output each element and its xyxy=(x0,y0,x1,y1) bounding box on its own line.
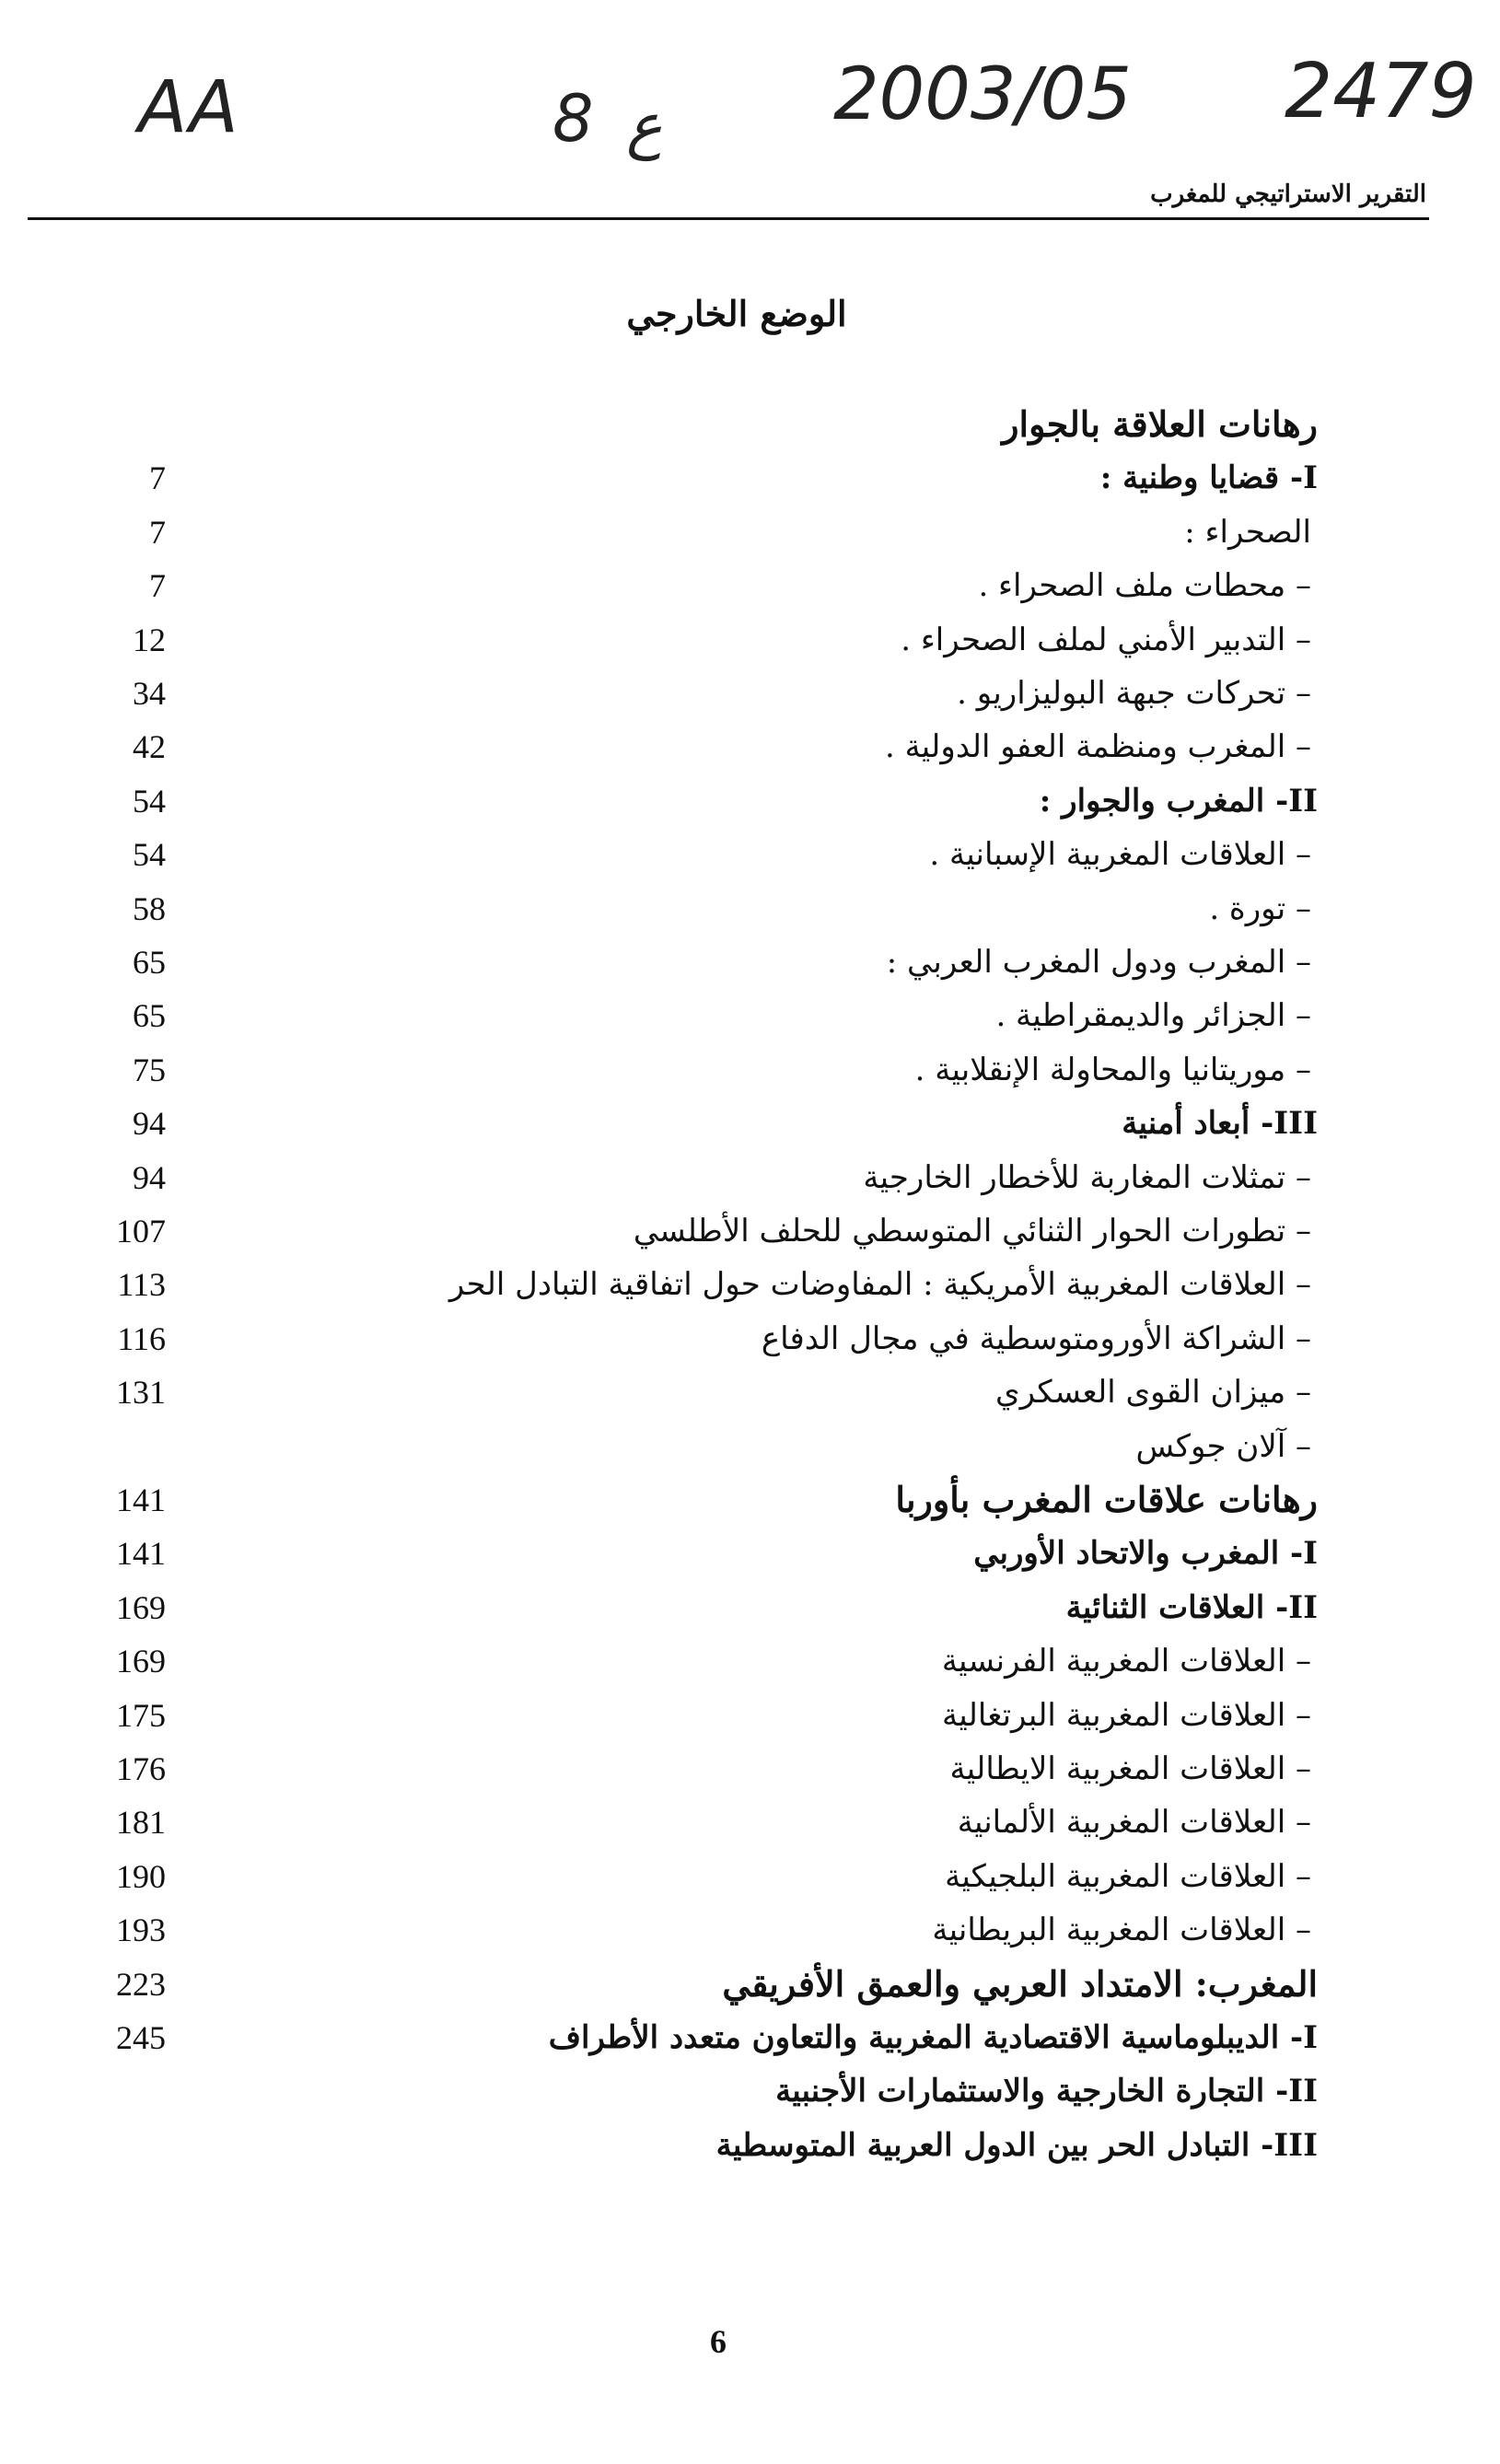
toc-entry xyxy=(0,1581,1500,1634)
toc-entry-page: 169 xyxy=(116,1588,166,1626)
toc-entry xyxy=(0,1742,1500,1796)
handwritten-note-left: AA xyxy=(138,66,240,149)
toc-entry-page: 65 xyxy=(133,997,166,1035)
toc-entry-title: – العلاقات المغربية الألمانية xyxy=(957,1804,1311,1842)
page-number: 6 xyxy=(710,2323,727,2360)
toc-entry-page: 54 xyxy=(133,782,166,819)
toc-entry xyxy=(0,989,1500,1042)
toc-entry xyxy=(0,1527,1500,1580)
toc-entry xyxy=(0,2119,1500,2172)
toc-entry xyxy=(0,1043,1500,1097)
toc-entry-title: – التدبير الأمني لملف الصحراء . xyxy=(901,621,1311,658)
toc-entry-title: – ميزان القوى العسكري xyxy=(995,1374,1311,1412)
toc-entry-title: – موريتانيا والمحاولة الإنقلابية . xyxy=(914,1051,1311,1088)
toc-entry-page: 34 xyxy=(133,675,166,712)
toc-entry-title: رهانات العلاقة بالجوار xyxy=(1002,403,1318,445)
toc-entry-title: – تمثلات المغاربة للأخطار الخارجية xyxy=(863,1158,1311,1196)
toc-entry-title: – العلاقات المغربية البريطانية xyxy=(932,1912,1311,1949)
toc-entry-page: 75 xyxy=(133,1051,166,1088)
toc-entry xyxy=(0,774,1500,828)
toc-entry xyxy=(0,720,1500,773)
toc-entry xyxy=(0,1850,1500,1903)
toc-entry xyxy=(0,1958,1500,2011)
toc-entry xyxy=(0,559,1500,612)
toc-entry-page: 7 xyxy=(149,567,166,605)
toc-entry-title: – العلاقات المغربية البلجيكية xyxy=(945,1857,1311,1895)
toc-entry xyxy=(0,667,1500,720)
toc-entry-title: – المغرب ودول المغرب العربي : xyxy=(886,944,1311,981)
toc-entry-page: 141 xyxy=(116,1535,166,1573)
toc-entry-page: 193 xyxy=(116,1912,166,1949)
toc-entry-title: I- الديبلوماسية الاقتصادية المغربية والتعاون متعدد الأطراف xyxy=(548,2019,1318,2056)
toc-entry-page: 181 xyxy=(116,1804,166,1842)
toc-entry-page: 176 xyxy=(116,1750,166,1787)
toc-entry-title: رهانات علاقات المغرب بأوربا xyxy=(895,1479,1318,1520)
toc-entry-title: – العلاقات المغربية الفرنسية xyxy=(941,1643,1311,1680)
toc-entry xyxy=(0,451,1500,505)
toc-entry xyxy=(0,506,1500,559)
toc-entry xyxy=(0,1634,1500,1688)
toc-entry-page: 7 xyxy=(149,459,166,497)
toc-entry-title: II- العلاقات الثنائية xyxy=(1065,1588,1318,1626)
toc-entry-title: – العلاقات المغربية الأمريكية : المفاوضات حول اتفاقية التبادل الحر xyxy=(448,1266,1311,1304)
handwritten-note-mid2: ع xyxy=(626,90,663,161)
toc-entry-page: 54 xyxy=(133,836,166,874)
toc-entry-title: – العلاقات المغربية البرتغالية xyxy=(941,1696,1311,1734)
toc-entry-title: – تحركات جبهة البوليزاريو . xyxy=(957,675,1311,712)
toc-entry-page: 116 xyxy=(117,1319,166,1357)
toc-entry xyxy=(0,1312,1500,1366)
toc-entry-page: 245 xyxy=(116,2019,166,2056)
toc-entry xyxy=(0,1903,1500,1957)
toc-entry-title: – الشراكة الأورومتوسطية في مجال الدفاع xyxy=(761,1319,1311,1357)
toc-entry xyxy=(0,882,1500,936)
toc-entry-title: – محطات ملف الصحراء . xyxy=(978,567,1311,605)
toc-entry-title: I- المغرب والاتحاد الأوربي xyxy=(973,1535,1318,1573)
toc-entry-page: 58 xyxy=(133,889,166,927)
toc-entry xyxy=(0,1796,1500,1849)
toc-entry-page: 169 xyxy=(116,1643,166,1680)
toc-entry-page: 223 xyxy=(116,1965,166,2003)
toc-entry-page: 190 xyxy=(116,1857,166,1895)
toc-entry xyxy=(0,828,1500,881)
handwritten-date: 2003/05 xyxy=(833,53,1133,136)
toc-entry xyxy=(0,398,1500,451)
toc-entry-title: الصحراء : xyxy=(1184,513,1311,551)
toc-entry xyxy=(0,1204,1500,1258)
toc-entry-title: II- التجارة الخارجية والاستثمارات الأجنبية xyxy=(775,2073,1318,2110)
toc-entry-title: – تطورات الحوار الثنائي المتوسطي للحلف الأطلسي xyxy=(633,1213,1311,1249)
toc-entry xyxy=(0,936,1500,989)
toc-entry-page: 7 xyxy=(149,513,166,551)
header-rule xyxy=(28,217,1429,220)
toc-entry-title: – العلاقات المغربية الإسبانية . xyxy=(929,836,1311,874)
toc-entry-page: 141 xyxy=(116,1482,166,1518)
toc-entry-title: III- أبعاد أمنية xyxy=(1122,1105,1318,1143)
toc-entry-title: III- التبادل الحر بين الدول العربية المتوسطية xyxy=(715,2126,1318,2164)
toc-entry xyxy=(0,1473,1500,1527)
toc-entry-page: 12 xyxy=(133,621,166,658)
toc-entry-page: 94 xyxy=(133,1158,166,1196)
running-header: التقرير الاستراتيجي للمغرب xyxy=(1150,180,1426,208)
toc-entry-title: – المغرب ومنظمة العفو الدولية . xyxy=(884,728,1311,766)
toc-entry-page: 107 xyxy=(116,1213,166,1249)
handwritten-note-right: 2479 xyxy=(1285,48,1477,135)
toc-entry-title: المغرب: الامتداد العربي والعمق الأفريقي xyxy=(722,1962,1318,2005)
toc-entry-title: – الجزائر والديمقراطية . xyxy=(995,997,1311,1035)
toc-entry-page: 131 xyxy=(116,1374,166,1412)
toc-entry xyxy=(0,1097,1500,1150)
toc-entry xyxy=(0,2064,1500,2118)
toc-entry-page: 65 xyxy=(133,944,166,981)
toc-entry-page: 113 xyxy=(117,1266,166,1304)
toc-entry-page: 175 xyxy=(116,1696,166,1734)
toc-entry-page: 94 xyxy=(133,1105,166,1143)
toc-entry xyxy=(0,1689,1500,1742)
toc-entry xyxy=(0,1151,1500,1204)
toc-entry-title: – العلاقات المغربية الايطالية xyxy=(949,1750,1311,1787)
toc-entry xyxy=(0,613,1500,667)
toc-entry xyxy=(0,2011,1500,2064)
toc-entry xyxy=(0,1420,1500,1473)
toc-entry xyxy=(0,1366,1500,1419)
toc-entry-title: II- المغرب والجوار : xyxy=(1039,782,1318,819)
toc-entry-title: I- قضايا وطنية : xyxy=(1099,459,1318,497)
section-title: الوضع الخارجي xyxy=(626,293,847,334)
handwritten-note-mid1: 8 xyxy=(552,81,594,157)
toc-entry-page: 42 xyxy=(133,728,166,766)
toc-entry xyxy=(0,1258,1500,1311)
toc-entry-title: – آلان جوكس xyxy=(1135,1427,1311,1465)
toc-entry-title: – تورة . xyxy=(1209,889,1311,927)
